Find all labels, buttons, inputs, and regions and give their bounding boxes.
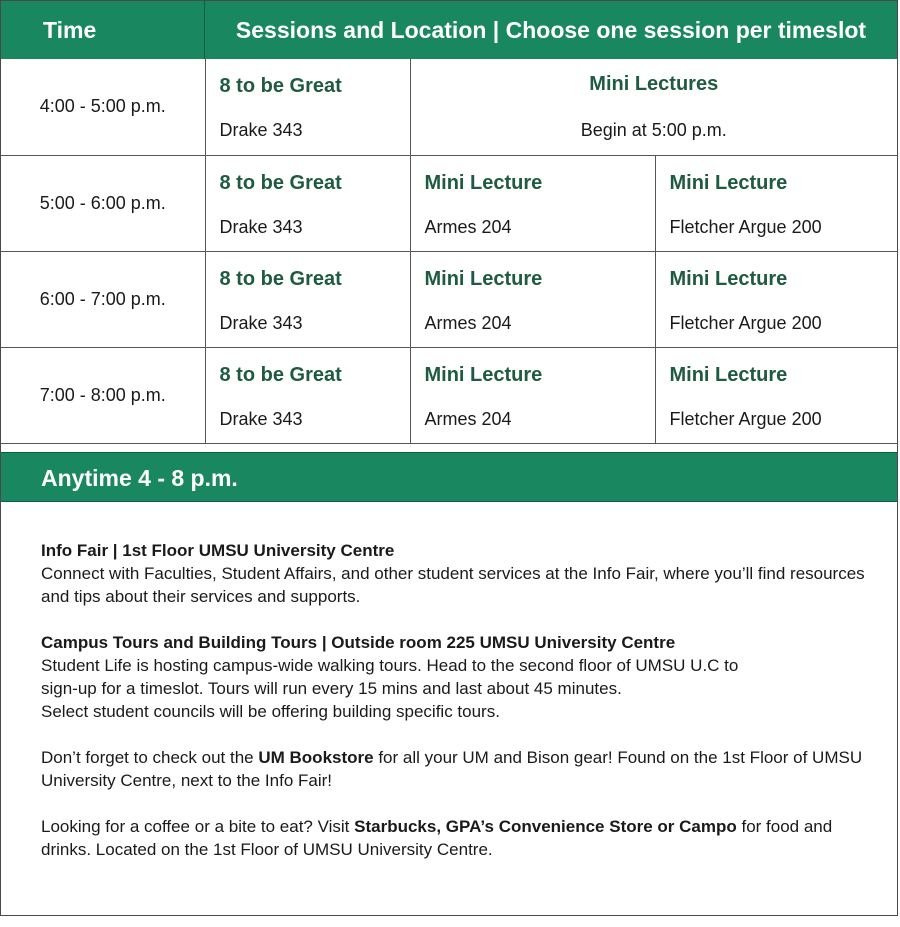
- time-cell: 7:00 - 8:00 p.m.: [1, 347, 205, 443]
- session-title: 8 to be Great: [219, 363, 342, 386]
- food-highlight: Starbucks, GPA’s Convenience Store or Campo: [354, 817, 737, 836]
- header-time: Time: [1, 1, 205, 59]
- session-location: Drake 343: [219, 408, 303, 429]
- session-location: Armes 204: [424, 408, 512, 429]
- session-title: 8 to be Great: [219, 267, 342, 290]
- anytime-details: [41, 539, 886, 884]
- session-location: Drake 343: [219, 312, 303, 333]
- session-note: Begin at 5:00 p.m.: [580, 120, 727, 140]
- bookstore-highlight: UM Bookstore: [258, 748, 374, 767]
- bookstore-text: Don’t forget to check out the: [41, 748, 259, 767]
- info-fair-section: [41, 539, 886, 608]
- table-header: [1, 1, 897, 59]
- session-title: Mini Lecture: [424, 171, 543, 194]
- session-title: Mini Lecture: [669, 171, 788, 194]
- mini-lectures-cell: [410, 59, 897, 155]
- session-location: Fletcher Argue 200: [669, 312, 822, 333]
- session-title: Mini Lecture: [669, 267, 788, 290]
- session-cell: [205, 59, 410, 155]
- session-cell: [655, 155, 897, 251]
- time-cell: 5:00 - 6:00 p.m.: [1, 155, 205, 251]
- tours-line: sign-up for a timeslot. Tours will run every 15 mins and last about 45 minutes.: [41, 679, 622, 698]
- food-section: [41, 815, 886, 861]
- session-location: Drake 343: [219, 216, 303, 237]
- session-title: 8 to be Great: [219, 171, 342, 194]
- tours-line: Student Life is hosting campus-wide walking tours. Head to the second floor of UMSU U.C to: [41, 656, 739, 675]
- session-cell: [655, 251, 897, 347]
- session-location: Armes 204: [424, 216, 512, 237]
- table-row: [1, 347, 897, 443]
- table-row: [1, 251, 897, 347]
- header-sessions: Sessions and Location | Choose one session per timeslot: [235, 17, 867, 43]
- session-cell: [410, 155, 655, 251]
- session-title: Mini Lectures: [589, 73, 719, 95]
- session-cell: [205, 155, 410, 251]
- tours-title: Campus Tours and Building Tours | Outside room 225 UMSU University Centre: [41, 633, 676, 652]
- session-location: Drake 343: [219, 120, 303, 140]
- bookstore-text: for all your UM and Bison gear! Found on the 1st Floor of UMSU University Centre, next to the Info Fair!: [41, 748, 863, 790]
- table-row: [1, 155, 897, 251]
- session-cell: [410, 347, 655, 443]
- tours-line: Select student councils will be offering building specific tours.: [41, 702, 500, 721]
- time-cell: 6:00 - 7:00 p.m.: [1, 251, 205, 347]
- time-cell: 4:00 - 5:00 p.m.: [1, 59, 205, 155]
- info-fair-text: Connect with Faculties, Student Affairs, and other student services at the Info Fair, where you’ll find resources and tips about their services and supports.: [41, 564, 865, 606]
- session-title: Mini Lecture: [669, 363, 788, 386]
- session-cell: [410, 251, 655, 347]
- table-row: [1, 59, 897, 155]
- session-cell: [655, 347, 897, 443]
- tours-section: [41, 631, 886, 723]
- session-location: Fletcher Argue 200: [669, 216, 822, 237]
- food-text: for food and drinks. Located on the 1st Floor of UMSU University Centre.: [41, 817, 833, 859]
- session-cell: [205, 347, 410, 443]
- bookstore-section: [41, 746, 886, 792]
- food-text: Looking for a coffee or a bite to eat? Visit: [41, 817, 355, 836]
- session-title: Mini Lecture: [424, 267, 543, 290]
- session-cell: [205, 251, 410, 347]
- info-fair-title: Info Fair | 1st Floor UMSU University Centre: [41, 541, 395, 560]
- session-title: 8 to be Great: [219, 75, 342, 97]
- session-location: Fletcher Argue 200: [669, 408, 822, 429]
- sessions-grid: [1, 59, 897, 444]
- session-title: Mini Lecture: [424, 363, 543, 386]
- session-location: Armes 204: [424, 312, 512, 333]
- anytime-heading: Anytime 4 - 8 p.m.: [1, 452, 897, 502]
